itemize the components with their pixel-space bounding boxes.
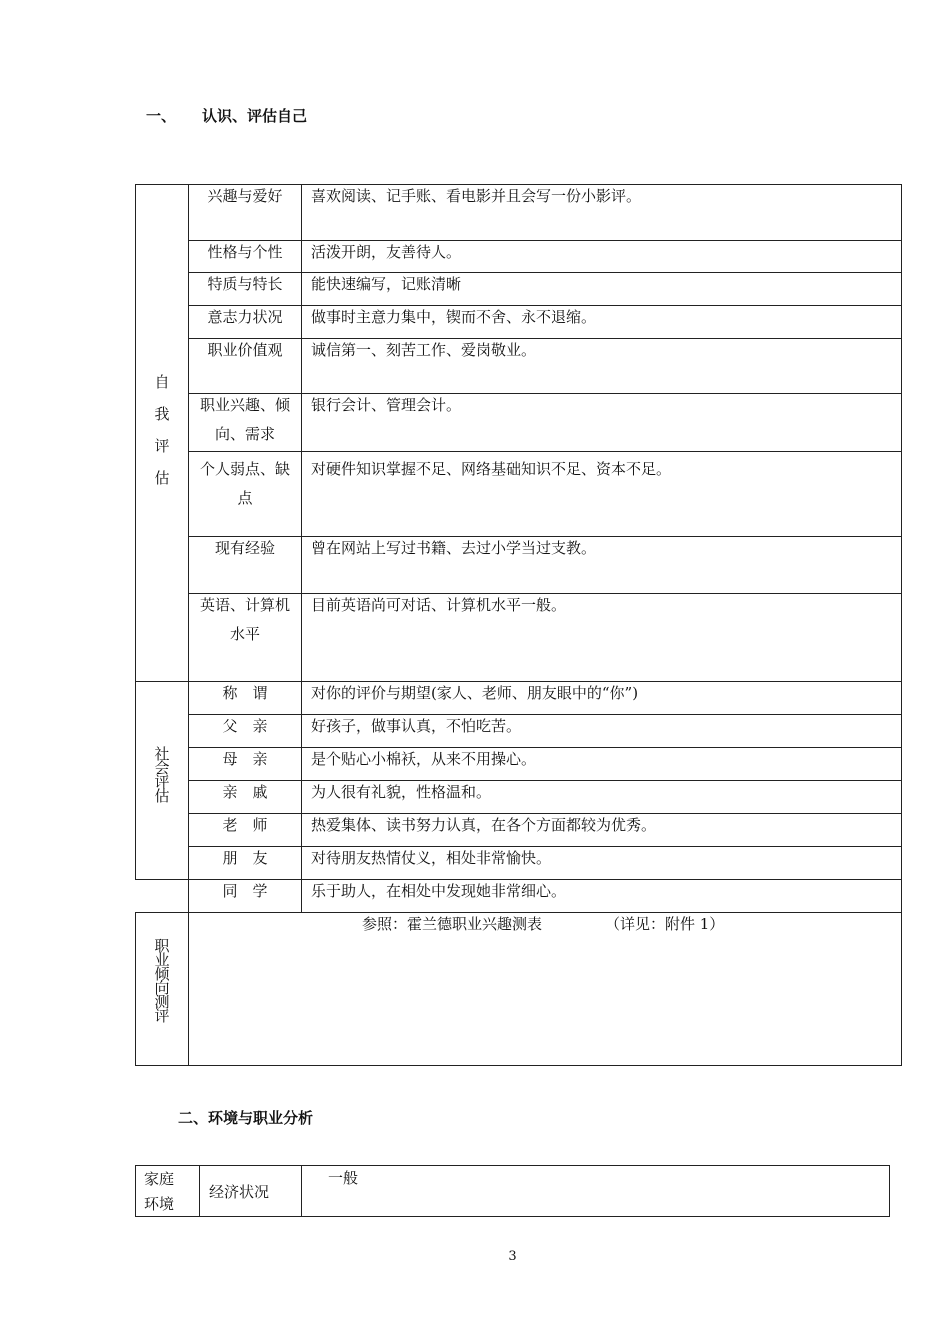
self-eval-row-label: 向、需求 — [214, 425, 275, 443]
social-eval-row-label: 父 亲 — [222, 717, 268, 735]
self-eval-row-label: 兴趣与爱好 — [207, 187, 283, 205]
family-environment-label-line: 家庭 — [144, 1170, 175, 1188]
self-eval-row-value: 曾在网站上写过书籍、去过小学当过支教。 — [311, 539, 597, 557]
self-evaluation-label-text: 自我评估 — [152, 374, 171, 502]
career-test-reference: 参照：霍兰德职业兴趣测表 — [362, 915, 543, 933]
section1-number: 一、 — [146, 107, 177, 125]
self-eval-row-value: 目前英语尚可对话、计算机水平一般。 — [311, 596, 567, 614]
self-eval-row-label: 特质与特长 — [207, 275, 283, 293]
economic-status-label: 经济状况 — [209, 1183, 270, 1201]
self-eval-row-value: 喜欢阅读、记手账、看电影并且会写一份小影评。 — [311, 187, 642, 205]
section2-title: 二、环境与职业分析 — [178, 1109, 314, 1127]
social-eval-row-label: 老 师 — [222, 816, 268, 834]
career-test-label-text: 职业倾向测评 — [152, 938, 171, 1022]
self-eval-row-label: 个人弱点、缺 — [199, 460, 290, 478]
social-eval-row-label: 同 学 — [222, 882, 268, 900]
career-test-label — [135, 938, 188, 1022]
self-eval-row-value: 诚信第一、刻苦工作、爱岗敬业。 — [311, 341, 537, 359]
social-evaluation-label-text: 社会评估 — [152, 746, 171, 802]
self-eval-row-value: 对硬件知识掌握不足、网络基础知识不足、资本不足。 — [311, 460, 672, 478]
self-eval-row-label: 性格与个性 — [207, 243, 283, 261]
social-eval-row-value: 乐于助人，在相处中发现她非常细心。 — [311, 882, 567, 900]
self-eval-row-label: 职业价值观 — [207, 341, 283, 359]
economic-status-value: 一般 — [328, 1169, 359, 1187]
self-eval-row-label: 水平 — [229, 625, 260, 643]
section1-title: 认识、评估自己 — [202, 107, 308, 125]
self-evaluation-label — [135, 374, 188, 502]
self-eval-row-label: 英语、计算机 — [199, 596, 290, 614]
social-eval-row-label: 称 谓 — [222, 684, 268, 702]
self-eval-row-value: 做事时主意力集中，锲而不舍、永不退缩。 — [311, 308, 597, 326]
family-environment-label-line: 环境 — [144, 1195, 175, 1213]
self-eval-row-label: 点 — [237, 489, 253, 507]
social-eval-row-label: 亲 戚 — [222, 783, 268, 801]
social-evaluation-label — [135, 746, 188, 802]
social-eval-row-value: 热爱集体、读书努力认真，在各个方面都较为优秀。 — [311, 816, 657, 834]
social-eval-row-value: 为人很有礼貌，性格温和。 — [311, 783, 492, 801]
self-eval-row-value: 活泼开朗，友善待人。 — [311, 243, 462, 261]
career-test-see-appendix: （详见：附件 1） — [605, 915, 725, 933]
self-eval-row-value: 能快速编写，记账清晰 — [311, 275, 462, 293]
social-eval-row-value: 好孩子，做事认真，不怕吃苦。 — [311, 717, 522, 735]
self-eval-row-label: 现有经验 — [214, 539, 275, 557]
self-eval-row-label: 意志力状况 — [207, 308, 283, 326]
page-number: 3 — [508, 1249, 517, 1264]
self-eval-row-value: 银行会计、管理会计。 — [311, 396, 462, 414]
self-eval-row-label: 职业兴趣、倾 — [199, 396, 290, 414]
social-eval-row-value: 对你的评价与期望(家人、老师、朋友眼中的“你”) — [311, 684, 639, 702]
social-eval-row-label: 母 亲 — [222, 750, 268, 768]
social-eval-row-value: 是个贴心小棉袄，从来不用操心。 — [311, 750, 537, 768]
social-eval-row-value: 对待朋友热情仗义，相处非常愉快。 — [311, 849, 552, 867]
social-eval-row-label: 朋 友 — [222, 849, 268, 867]
